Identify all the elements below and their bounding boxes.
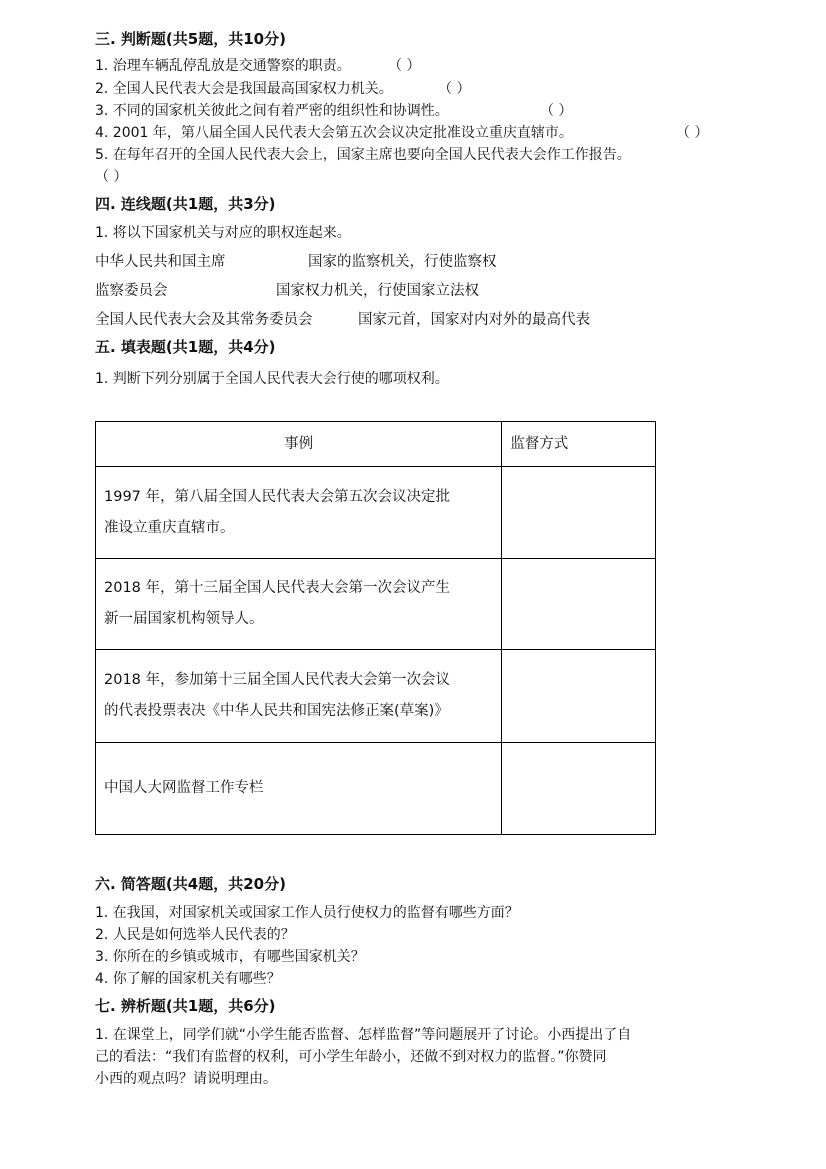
answer-paren-3: （ ） — [540, 103, 573, 119]
table-row — [96, 743, 656, 835]
judgment-item-3: 3. 不同的国家机关彼此之间有着严密的组织性和协调性。 — [95, 103, 449, 119]
table-header-row — [96, 422, 656, 467]
judgment-item-4: 4. 2001 年，第八届全国人民代表大会第五次会议决定批准设立重庆直辖市。 — [95, 125, 573, 141]
table-row — [96, 467, 656, 559]
short-answer-item-3: 3. 你所在的乡镇或城市，有哪些国家机关？ — [95, 949, 365, 965]
example-cell-2: 2018 年，第十三届全国人民代表大会第一次会议产生 新一届国家机构领导人。 — [96, 559, 502, 650]
short-answer-item-4: 4. 你了解的国家机关有哪些？ — [95, 971, 281, 987]
example-cell-1: 1997 年，第八届全国人民代表大会第五次会议决定批 准设立重庆直辖市。 — [96, 467, 502, 559]
answer-cell-3[interactable] — [502, 650, 656, 743]
matching-right-2: 国家权力机关，行使国家立法权 — [276, 283, 479, 299]
judgment-item-1: 1. 治理车辆乱停乱放是交通警察的职责。 — [95, 58, 351, 74]
section5-heading: 五. 填表题(共1题，共4分) — [95, 338, 276, 356]
section6-heading: 六. 简答题(共4题，共20分) — [95, 875, 286, 893]
analysis-line-3: 小西的观点吗？请说明理由。 — [95, 1071, 277, 1087]
answer-cell-2[interactable] — [502, 559, 656, 650]
section3-heading: 三. 判断题(共5题，共10分) — [95, 30, 286, 48]
matching-left-1: 中华人民共和国主席 — [95, 254, 226, 270]
fill-table — [95, 421, 656, 835]
analysis-line-2: 己的看法：“我们有监督的权利，可小学生年龄小，还做不到对权力的监督。”你赞同 — [95, 1049, 607, 1065]
table-row — [96, 559, 656, 650]
header-supervision-method: 监督方式 — [502, 422, 656, 467]
example-cell-3: 2018 年，参加第十三届全国人民代表大会第一次会议 的代表投票表决《中华人民共和国宪法修正案(草案)》 — [96, 650, 502, 743]
matching-left-2: 监察委员会 — [95, 283, 168, 299]
section7-heading: 七. 辨析题(共1题，共6分) — [95, 997, 276, 1015]
short-answer-item-2: 2. 人民是如何选举人民代表的？ — [95, 927, 295, 943]
header-example: 事例 — [96, 422, 502, 467]
matching-right-3: 国家元首，国家对内对外的最高代表 — [358, 312, 590, 328]
fill-table-question: 1. 判断下列分别属于全国人民代表大会行使的哪项权利。 — [95, 371, 449, 387]
analysis-line-1: 1. 在课堂上，同学们就“小学生能否监督、怎样监督”等问题展开了讨论。小西提出了自 — [95, 1027, 632, 1043]
section4-heading: 四. 连线题(共1题，共3分) — [95, 195, 276, 213]
answer-paren-5: （ ） — [95, 169, 128, 185]
short-answer-item-1: 1. 在我国，对国家机关或国家工作人员行使权力的监督有哪些方面？ — [95, 905, 519, 921]
judgment-item-2: 2. 全国人民代表大会是我国最高国家权力机关。 — [95, 81, 393, 97]
answer-paren-1: （ ） — [388, 58, 421, 74]
judgment-item-5: 5. 在每年召开的全国人民代表大会上，国家主席也要向全国人民代表大会作工作报告。 — [95, 147, 631, 163]
matching-question: 1. 将以下国家机关与对应的职权连起来。 — [95, 225, 351, 241]
answer-paren-2: （ ） — [438, 81, 471, 97]
example-cell-4: 中国人大网监督工作专栏 — [96, 743, 502, 835]
answer-paren-4: （ ） — [676, 125, 709, 141]
answer-cell-1[interactable] — [502, 467, 656, 559]
table-row — [96, 650, 656, 743]
answer-cell-4[interactable] — [502, 743, 656, 835]
matching-right-1: 国家的监察机关，行使监察权 — [308, 254, 497, 270]
matching-left-3: 全国人民代表大会及其常务委员会 — [95, 312, 313, 328]
